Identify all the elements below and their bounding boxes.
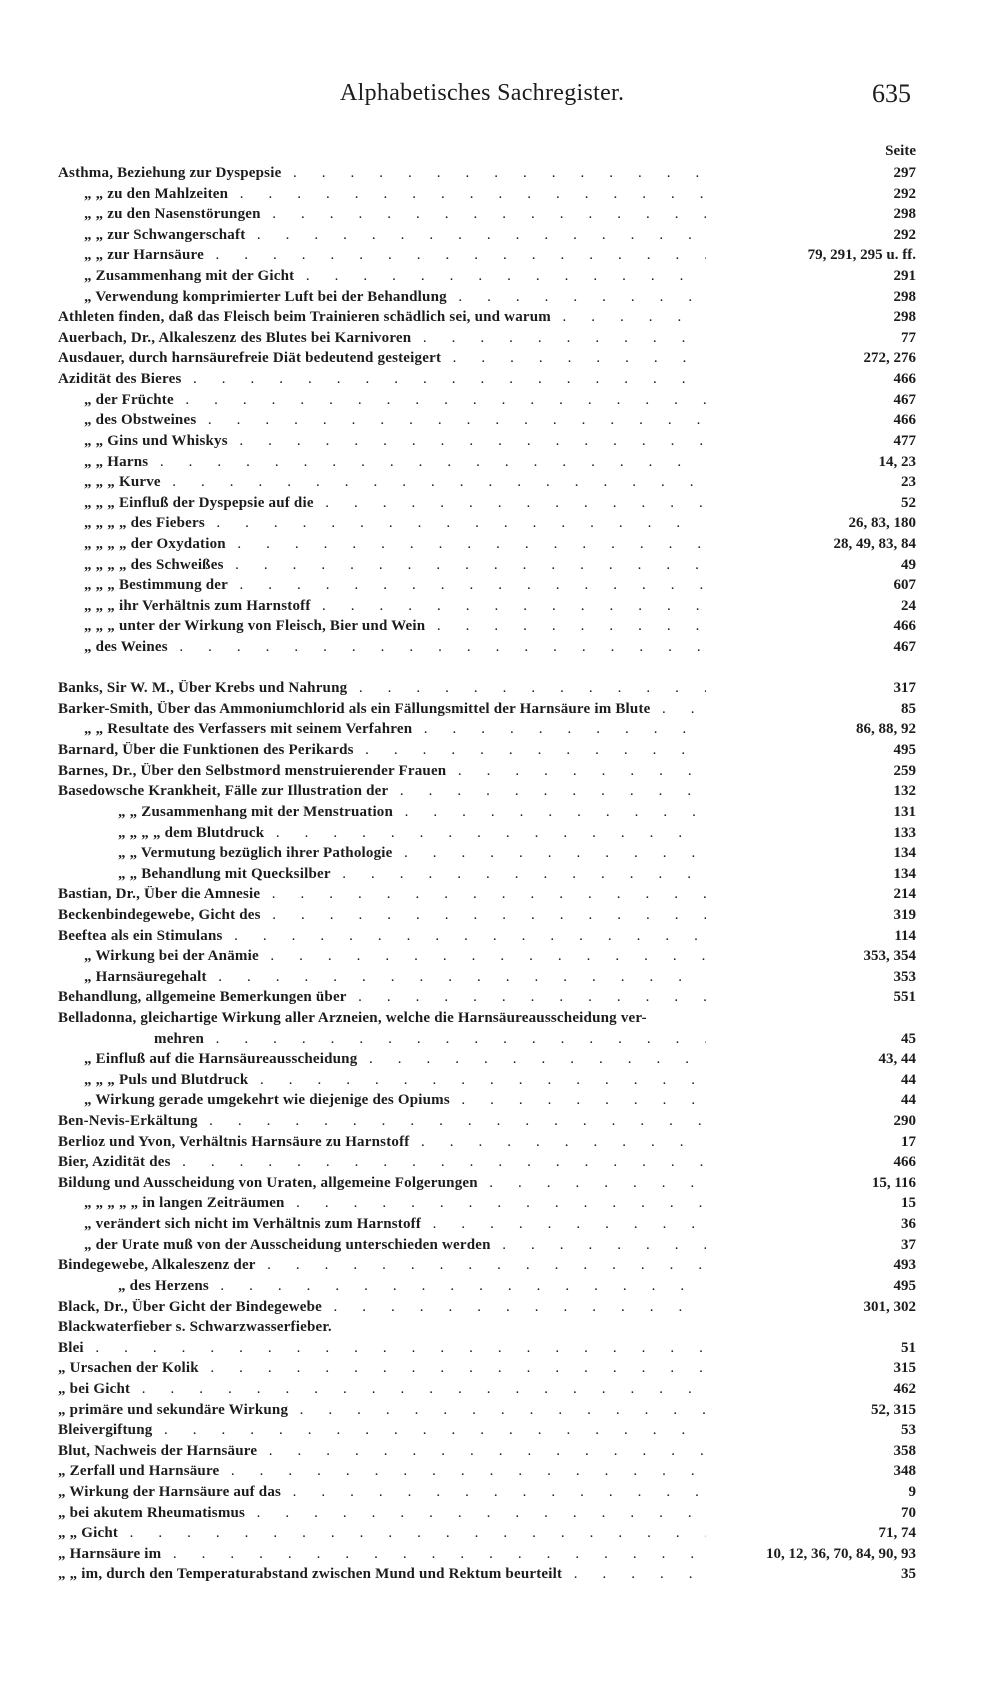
index-entry-text: „ „ „ Puls und Blutdruck . [58,1072,706,1089]
index-entry-pages: 315 [888,1360,917,1377]
index-entry-pages: 79, 291, 295 u. ff. [802,247,916,264]
index-entry [58,1235,916,1256]
index-entry-pages: 495 [888,1278,917,1295]
index-entry-text: Belladonna, gleichartige Wirkung aller Arzneien, welche die Harnsäureausscheidung ver- [58,1009,647,1026]
index-entry [58,616,916,637]
index-entry-pages: 292 [888,186,917,203]
section-gap [58,658,916,679]
running-head-title: Alphabetisches Sachregister. [340,80,625,106]
index-entry-text: „ Zerfall und Harnsäure . [58,1463,706,1480]
index-entry-text: Black, Dr., Über Gicht der Bindegewebe . [58,1299,706,1316]
index-entry-pages: 52, 315 [865,1402,916,1419]
index-entry-pages: 607 [888,577,917,594]
index-entry [58,1173,916,1194]
index-entry-pages: 358 [888,1443,917,1460]
index-entry-text: Barnard, Über die Funktionen des Perikards . [58,742,706,759]
index-entry-pages: 85 [895,701,916,718]
index-entry-text: Banks, Sir W. M., Über Krebs und Nahrung . [58,680,706,697]
index-entry-text: „ „ „ Bestimmung der . [58,577,706,594]
index-entry-pages: 348 [888,1463,917,1480]
index-entry-pages: 467 [888,392,917,409]
index-entry-pages: 551 [888,989,917,1006]
index-entry-text: Berlioz und Yvon, Verhältnis Harnsäure zu Harnstoff . [58,1134,706,1151]
index-entry-text: „ „ „ „ der Oxydation . [58,536,706,553]
index-entry [58,307,916,328]
index-entry-pages: 77 [895,330,916,347]
index-entry [58,1255,916,1276]
index-entry-pages: 353, 354 [858,948,917,965]
index-entry [58,472,916,493]
index-entry [58,967,916,988]
index-entry-text: „ des Herzens . [58,1278,706,1295]
index-entry-text: „ „ „ „ des Schweißes . [58,557,706,574]
index-entry-pages: 43, 44 [873,1051,917,1068]
index-entry [58,513,916,534]
index-entry-pages: 23 [895,474,916,491]
index-entry-text: „ „ zu den Mahlzeiten . [58,186,706,203]
index-entry-text: „ „ zu den Nasenstörungen . [58,206,706,223]
index-entry-text: „ „ Gins und Whiskys . [58,433,706,450]
index-entry-text: „ „ Gicht . [58,1525,706,1542]
index-entry-text: Bildung und Ausscheidung von Uraten, allgemeine Folgerungen . [58,1175,706,1192]
index-entry-text: „ Wirkung bei der Anämie . [58,948,706,965]
index-entry-pages: 292 [888,227,917,244]
index-entry-pages: 53 [895,1422,916,1439]
index-entry [58,905,916,926]
index-entry-pages: 291 [888,268,917,285]
index-entry-text: „ bei Gicht . [58,1381,706,1398]
index-entry [58,761,916,782]
index-entry-text: „ „ Zusammenhang mit der Menstruation . [58,804,706,821]
index-entry-pages: 477 [888,433,917,450]
index-entry [58,1297,916,1318]
index-entry [58,946,916,967]
index-entry [58,390,916,411]
index-entry-text: „ „ zur Harnsäure . [58,247,706,264]
index-entry-text: „ Verwendung komprimierter Luft bei der Behandlung . [58,289,706,306]
index-entry [58,1132,916,1153]
index-entry [58,781,916,802]
index-entry [58,802,916,823]
index-entry-pages: 317 [888,680,917,697]
index-entry [58,1379,916,1400]
index-entry-pages: 17 [895,1134,916,1151]
index-entry-text: Asthma, Beziehung zur Dyspepsie . [58,165,706,182]
index-entry [58,596,916,617]
index-entry-pages: 290 [888,1113,917,1130]
index-entry-pages: 86, 88, 92 [850,721,916,738]
index-entry-text: „ „ Vermutung bezüglich ihrer Pathologie . [58,845,706,862]
index-entry [58,1276,916,1297]
index-entry [58,184,916,205]
index-entry [58,987,916,1008]
index-entry-text: „ primäre und sekundäre Wirkung . [58,1402,706,1419]
index-entry-pages: 44 [895,1092,916,1109]
index-entry-pages: 134 [888,845,917,862]
index-entry-text: Athleten finden, daß das Fleisch beim Trainieren schädlich sei, und warum . [58,309,706,326]
index-entry-text: „ „ Harns . [58,454,706,471]
index-entry-text: „ bei akutem Rheumatismus . [58,1505,706,1522]
index-entry [58,452,916,473]
index-entry-pages: 495 [888,742,917,759]
index-entry-pages: 259 [888,763,917,780]
index-entry [58,1317,916,1338]
index-entry [58,1461,916,1482]
index-entry-text: Barnes, Dr., Über den Selbstmord menstruierender Frauen . [58,763,706,780]
index-entry-text: Beckenbindegewebe, Gicht des . [58,907,706,924]
index-entry-pages: 272, 276 [858,350,917,367]
index-entry [58,1214,916,1235]
index-entry [58,410,916,431]
index-entry-pages: 301, 302 [858,1299,917,1316]
index-entry-text: Bier, Azidität des . [58,1154,706,1171]
index-entry-pages: 9 [903,1484,917,1501]
index-entry-pages: 467 [888,639,917,656]
index-entry [58,1523,916,1544]
index-entry-text: Barker-Smith, Über das Ammoniumchlorid als ein Fällungsmittel der Harnsäure im Blute . [58,701,706,718]
index-entry [58,1008,916,1029]
index-entry-list [58,163,916,1585]
index-entry-text: „ Ursachen der Kolik . [58,1360,706,1377]
index-entry [58,1358,916,1379]
index-entry-text: „ Wirkung der Harnsäure auf das . [58,1484,706,1501]
index-entry-pages: 462 [888,1381,917,1398]
index-entry-pages: 132 [888,783,917,800]
index-entry [58,1482,916,1503]
page-number: 635 [872,79,911,108]
index-entry-pages: 26, 83, 180 [843,515,917,532]
index-entry [58,1441,916,1462]
index-entry [58,328,916,349]
index-entry-pages: 298 [888,206,917,223]
index-entry [58,225,916,246]
index-entry-text: Bleivergiftung . [58,1422,706,1439]
index-entry-text: „ „ „ „ „ in langen Zeiträumen . [58,1195,706,1212]
index-entry [58,926,916,947]
index-entry-text: „ verändert sich nicht im Verhältnis zum Harnstoff . [58,1216,706,1233]
index-entry-pages: 71, 74 [873,1525,917,1542]
index-entry-text: „ der Urate muß von der Ausscheidung unterschieden werden . [58,1237,706,1254]
index-entry-pages: 14, 23 [873,454,917,471]
index-entry [58,493,916,514]
index-entry [58,864,916,885]
index-entry-pages: 131 [888,804,917,821]
index-entry [58,1090,916,1111]
index-entry-text: Blackwaterfieber s. Schwarzwasserfieber. [58,1319,332,1336]
index-entry [58,534,916,555]
index-entry [58,431,916,452]
index-entry [58,245,916,266]
index-entry-pages: 297 [888,165,917,182]
index-entry-text: „ „ „ unter der Wirkung von Fleisch, Bier und Wein . [58,618,706,635]
index-entry-text: „ „ im, durch den Temperaturabstand zwischen Mund und Rektum beurteilt . [58,1566,706,1583]
index-entry-pages: 44 [895,1072,916,1089]
index-entry-text: Behandlung, allgemeine Bemerkungen über . [58,989,706,1006]
index-entry-text: „ „ Behandlung mit Quecksilber . [58,866,706,883]
index-entry-pages: 466 [888,371,917,388]
index-entry-text: „ „ zur Schwangerschaft . [58,227,706,244]
index-entry [58,678,916,699]
index-entry [58,1338,916,1359]
index-entry-pages: 134 [888,866,917,883]
index-entry-pages: 298 [888,289,917,306]
index-entry-text: „ des Weines . [58,639,706,656]
index-entry-pages: 36 [895,1216,916,1233]
index-entry [58,1049,916,1070]
index-entry-text: mehren . [58,1031,706,1048]
index-entry-text: „ „ „ „ dem Blutdruck . [58,825,706,842]
column-heading-seite: Seite [885,143,916,159]
index-entry [58,843,916,864]
index-entry [58,163,916,184]
index-entry-pages: 466 [888,1154,917,1171]
index-entry-pages: 49 [895,557,916,574]
index-entry-text: „ Harnsäure im . [58,1546,706,1563]
index-entry-pages: 319 [888,907,917,924]
index-entry-pages: 52 [895,495,916,512]
index-entry [58,1420,916,1441]
index-entry-pages: 45 [895,1031,916,1048]
index-entry-text: Basedowsche Krankheit, Fälle zur Illustration der . [58,783,706,800]
index-entry-pages: 15 [895,1195,916,1212]
index-entry [58,1544,916,1565]
index-entry [58,575,916,596]
index-entry [58,740,916,761]
index-entry-pages: 353 [888,969,917,986]
index-entry-text: Bindegewebe, Alkaleszenz der . [58,1257,706,1274]
index-entry [58,204,916,225]
index-entry-text: Blut, Nachweis der Harnsäure . [58,1443,706,1460]
index-entry-pages: 15, 116 [866,1175,916,1192]
index-entry-text: „ Einfluß auf die Harnsäureausscheidung . [58,1051,706,1068]
index-entry [58,637,916,658]
index-entry-text: Ben-Nevis-Erkältung . [58,1113,706,1130]
index-entry-pages: 24 [895,598,916,615]
index-entry-text: „ „ „ „ des Fiebers . [58,515,706,532]
index-entry-pages: 214 [888,886,917,903]
index-entry-pages: 298 [888,309,917,326]
index-entry-pages: 114 [888,928,916,945]
index-entry-pages: 466 [888,618,917,635]
index-entry-text: „ „ Resultate des Verfassers mit seinem Verfahren . [58,721,706,738]
index-entry [58,266,916,287]
index-entry-pages: 28, 49, 83, 84 [828,536,917,553]
index-entry [58,1152,916,1173]
index-entry [58,1111,916,1132]
index-entry-text: „ „ „ Einfluß der Dyspepsie auf die . [58,495,706,512]
index-entry-text: „ „ „ Kurve . [58,474,706,491]
index-entry [58,348,916,369]
index-entry-pages: 133 [888,825,917,842]
index-entry-pages: 466 [888,412,917,429]
index-entry [58,1070,916,1091]
index-entry-pages: 37 [895,1237,916,1254]
index-entry [58,287,916,308]
index-entry [58,699,916,720]
index-entry [58,719,916,740]
index-entry-text: „ Wirkung gerade umgekehrt wie diejenige des Opiums . [58,1092,706,1109]
index-entry-text: „ „ „ ihr Verhältnis zum Harnstoff . [58,598,706,615]
index-entry-text: Azidität des Bieres . [58,371,706,388]
index-entry-text: „ Harnsäuregehalt . [58,969,706,986]
index-entry [58,1503,916,1524]
index-entry-pages: 493 [888,1257,917,1274]
index-entry-text: Beeftea als ein Stimulans . [58,928,706,945]
index-entry-pages: 70 [895,1505,916,1522]
index-entry [58,369,916,390]
index-entry [58,884,916,905]
index-entry-text: „ des Obstweines . [58,412,706,429]
index-entry-pages: 10, 12, 36, 70, 84, 90, 93 [760,1546,916,1563]
index-entry-text: „ Zusammenhang mit der Gicht . [58,268,706,285]
index-entry [58,1400,916,1421]
index-entry [58,555,916,576]
index-entry-pages: 51 [895,1340,916,1357]
index-entry-text: Auerbach, Dr., Alkaleszenz des Blutes bei Karnivoren . [58,330,706,347]
index-entry [58,1029,916,1050]
index-entry-text: Bastian, Dr., Über die Amnesie . [58,886,706,903]
index-entry-text: Blei . [58,1340,706,1357]
index-entry [58,1193,916,1214]
index-entry-text: Ausdauer, durch harnsäurefreie Diät bedeutend gesteigert . [58,350,706,367]
index-entry-text: „ der Früchte . [58,392,706,409]
index-entry [58,823,916,844]
index-entry [58,1564,916,1585]
index-entry-pages: 35 [895,1566,916,1583]
